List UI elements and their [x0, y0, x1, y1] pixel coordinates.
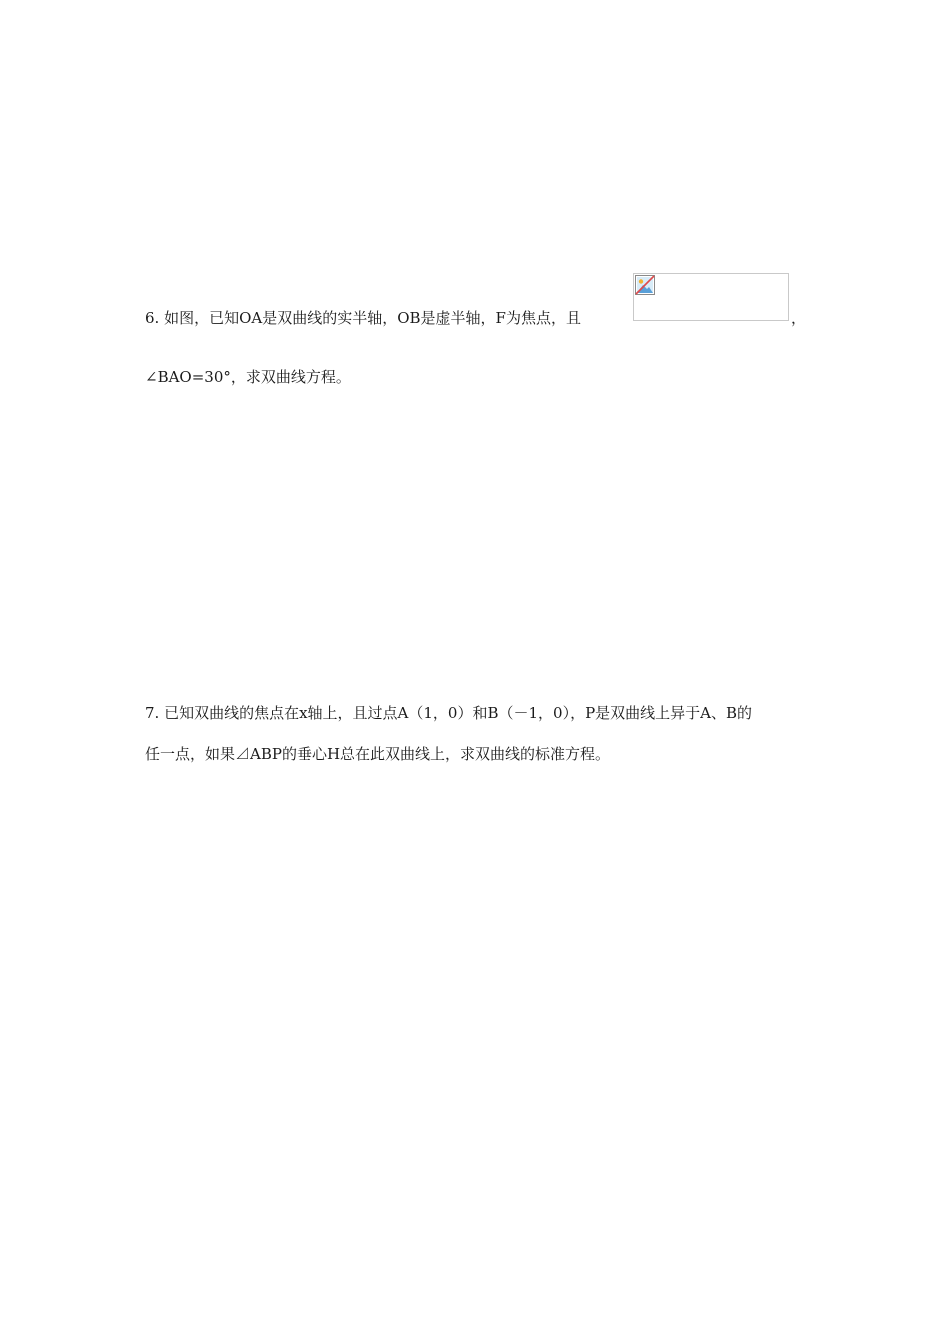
question-7-text-line-1: 7. 已知双曲线的焦点在x轴上，且过点A（1，0）和B（－1，0），P是双曲线上异于A、B的: [145, 704, 753, 722]
broken-image-icon: [635, 275, 655, 295]
question-7-text-line-2: 任一点，如果⊿ABP的垂心H总在此双曲线上，求双曲线的标准方程。: [145, 745, 611, 763]
question-6-text-line-1: 6. 如图，已知OA是双曲线的实半轴，OB是虚半轴，F为焦点，且: [145, 309, 581, 327]
question-6-text-line-2: ∠BAO=30°，求双曲线方程。: [145, 368, 351, 386]
question-6-trailing-comma: ，: [791, 309, 807, 327]
question-6-formula-image: [633, 273, 789, 321]
